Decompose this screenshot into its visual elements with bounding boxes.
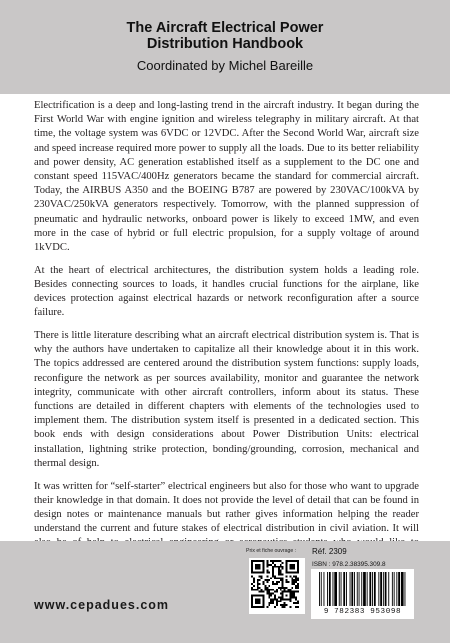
book-title: [0, 20, 450, 52]
qr-caption: Prix et fiche ouvrage :: [246, 548, 297, 554]
coordinator-line: Coordinated by Michel Bareille: [136, 58, 314, 73]
barcode-bars-icon: [317, 572, 408, 608]
publisher-website[interactable]: www.cepadues.com: [34, 598, 170, 612]
title-line-1: The Aircraft Electrical Power: [126, 20, 324, 36]
isbn-label: ISBN : 978.2.38395.309.8: [312, 561, 386, 568]
header-band: [0, 0, 450, 94]
qr-code-icon[interactable]: [249, 558, 305, 614]
footer-band: [0, 541, 450, 643]
paragraph-3: There is little literature describing what an aircraft electrical distribution system is. That is why the authors have undertaken to capitalize all their knowledge about it in this work. The topics addressed are centered around the distribution system functions: supply loads, reconfigure the network as per sources availability, monitor and guarantee the network integrity, communicate with other aircraft controllers, inform about its status. These functions are detailed in different chapters with elements of the technologies used to implement them. The distribution system itself is presented in a dedicated section. This book ends with design considerations about Power Distribution Units: electrical installation, lightning strike protection, bonding/grounding, corrosion, mechanical and thermal design.: [34, 330, 419, 469]
paragraph-1: Electrification is a deep and long-lasting trend in the aircraft industry. It began during the First World War with engine ignition and wireless telegraphy in military aircraft. At that time, the voltage system was 6VDC or 12VDC. After the Second World War, aircraft size and speed increase required more power to supply all the loads. Due to its better reliability and power density, AC generation established itself as a supplement to the DC one and constant speed 115VAC/400Hz generators became the standard for commercial aircraft. Today, the AIRBUS A350 and the BOEING B787 are powered by 230VAC/100kVA by 230VAC/250kVA generators respectively. Tomorrow, with the planned suppression of pneumatic and hydraulic networks, onboard power is likely to exceed 1MW, and even more in the case of hybrid or full electric propulsion, for a supply voltage of around 1kVDC.: [34, 100, 419, 254]
reference-number: Réf. 2309: [312, 547, 347, 556]
barcode-number: 9 782383 953098: [323, 608, 402, 616]
paragraph-4: It was written for “self-starter” electrical engineers but also for those who want to upgrade their knowledge in that domain. It does not provide the level of detail that can be found in design notes or maintenance manuals but rather gives information helping the reader understand the current and future stakes of electrical distribution in civil aviation. It will: [34, 480, 419, 535]
isbn-barcode: [311, 569, 414, 619]
blurb: [34, 99, 419, 573]
title-line-2: Distribution Handbook: [146, 36, 304, 52]
paragraph-2: At the heart of electrical architectures, the distribution system holds a leading role. Besides connecting sources to loads, it handles crucial functions for the airplane, like devices protection against electrical hazards or network reconfiguration after a source failure.: [34, 264, 419, 319]
